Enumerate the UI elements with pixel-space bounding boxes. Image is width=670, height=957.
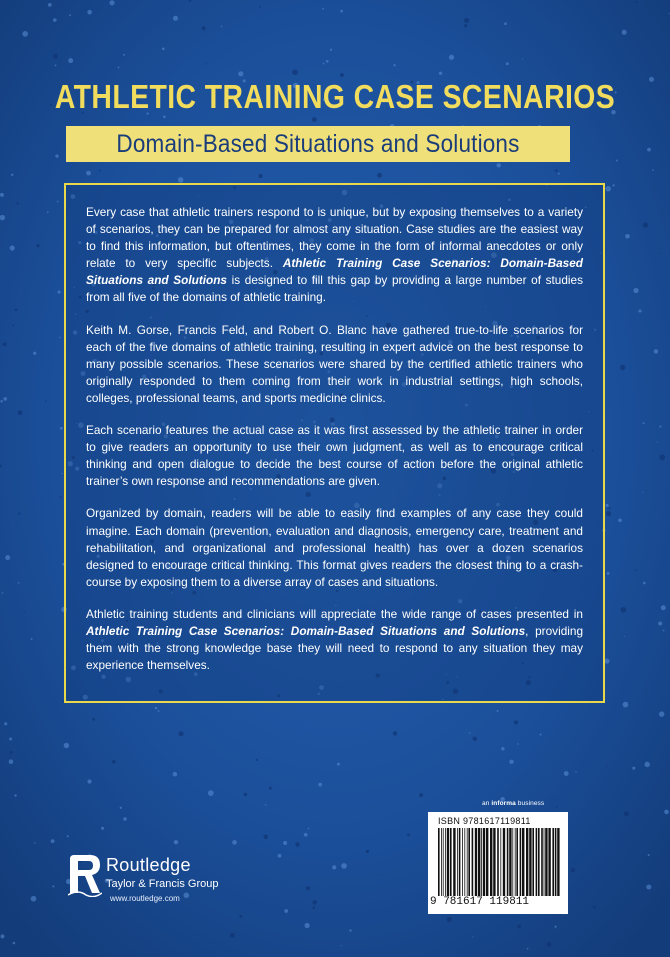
description-paragraph-2: Keith M. Gorse, Francis Feld, and Robert O. Blanc have gathered true-to-life scenarios for each of the five domains of athletic training, resulting in expert advice on the best response to many possible scenarios. These scenarios were shared by the certified athletic trainers who originally responded to them coming from their work in industrial settings, high schools, colleges, professional teams, and sports medicine clinics. [86,322,583,405]
description-paragraph-5: Athletic training students and clinicians will appreciate the wide range of cases presented in Athletic Training Case Scenarios: Domain-Based Situations and Solutions, providing them with the strong knowledge base they will need to respond to any situation they may experience themselves. [86,606,583,673]
book-title-inline: Athletic Training Case Scenarios: Domain-Based Situations and Solutions [86,256,583,288]
book-subtitle: Domain-Based Situations and Solutions [116,130,520,158]
publisher-url[interactable]: www.routledge.com [110,894,180,903]
book-title-inline: Athletic Training Case Scenarios: Domain-Based Situations and Solutions [86,623,526,638]
description-paragraph-3: Each scenario features the actual case as it was first assessed by the athletic trainer in order to give readers an opportunity to use their own judgment, as well as to encourage critical thinking and open dialogue to decide the best course of action before the original athletic trainer’s own response and recommendations are given. [86,423,583,489]
publisher-group: Taylor & Francis Group [106,878,219,890]
barcode-icon [436,828,562,896]
informa-business-tag: an informa business [482,800,545,807]
barcode-digits: 9 781617 119811 [430,896,530,908]
isbn-label: ISBN 9781617119811 [438,816,531,826]
book-title: ATHLETIC TRAINING CASE SCENARIOS [54,78,616,115]
description-paragraph-4: Organized by domain, readers will be able to easily find examples of any case they could imagine. Each domain (prevention, evaluation and diagnosis, emergency care, treatment and rehabilitation, and organizational and professional health) has over a dozen scenarios designed to encourage critical thinking. This format gives readers the closest thing to a crash-course by exposing them to a diverse array of cases and situations. [86,506,583,589]
description-paragraph-1: Every case that athletic trainers respond to is unique, but by exposing themselves to a variety of scenarios, they can be prepared for almost any situation. Case studies are the easiest way to find this information, but oftentimes, they come in the form of informal anecdotes or only relate to very specific subjects. Athletic Training Case Scenarios: Domain-Based Situations and Solutions is designed to fill this gap by providing a large number of studies from all five of the domains of athletic training. [86,205,583,305]
publisher-name: Routledge [106,855,191,875]
book-description [86,204,583,689]
routledge-r-logo-icon [68,853,102,897]
